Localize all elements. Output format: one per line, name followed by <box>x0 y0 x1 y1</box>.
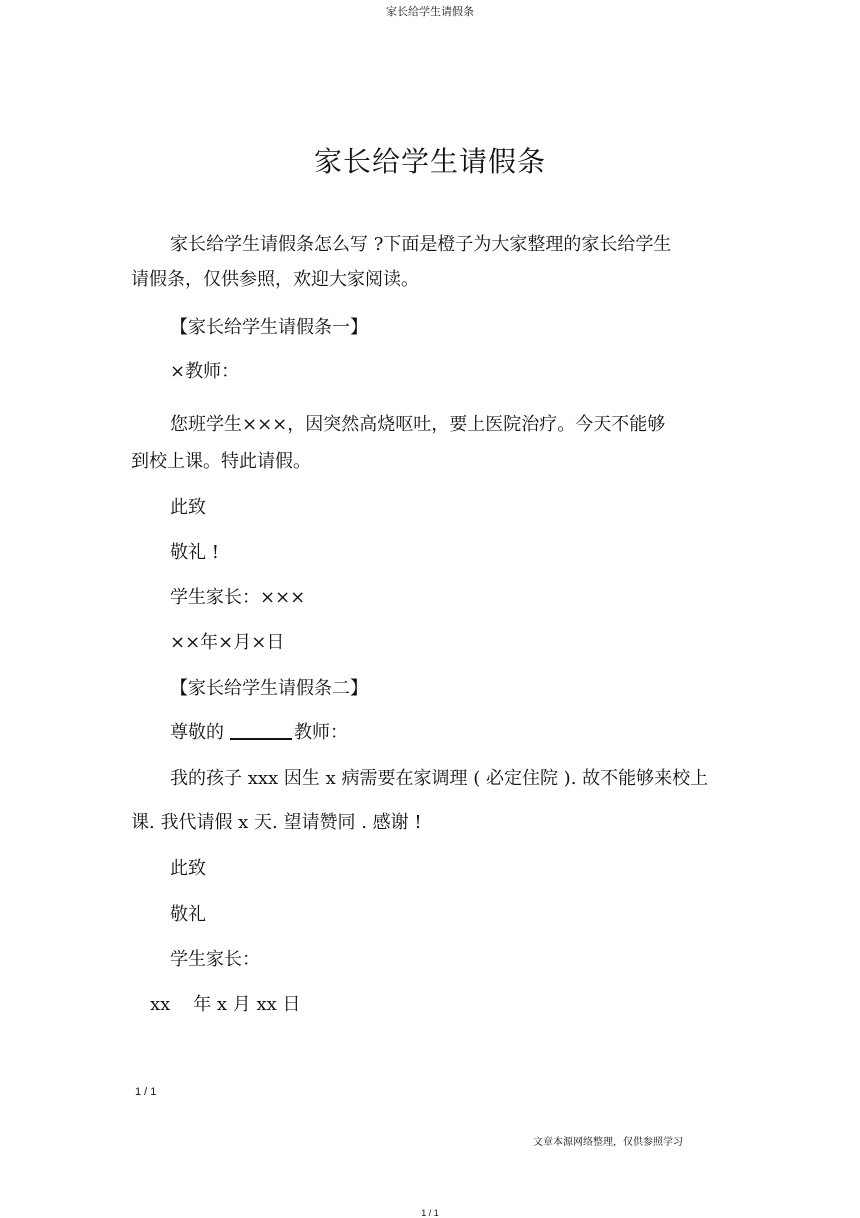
letter1-body-line-2: 到校上课。特此请假。 <box>131 451 311 472</box>
letter1-body-line-1: 您班学生×××，因突然高烧呕吐，要上医院治疗。今天不能够 <box>170 414 666 435</box>
teacher-name-blank <box>230 724 292 740</box>
letter2-closing-1: 此致 <box>170 858 206 879</box>
letter1-date: ××年×月×日 <box>170 632 285 653</box>
letter2-closing-2: 敬礼 <box>170 904 206 925</box>
document-title: 家长给学生请假条 <box>313 145 546 178</box>
letter2-body-line-2: 课. 我代请假 x 天. 望请赞同 . 感谢 ! <box>131 812 422 833</box>
letter2-body-line-1: 我的孩子 xxx 因生 x 病需要在家调理 ( 必定住院 ). 故不能够来校上 <box>170 768 709 789</box>
letter1-signature: 学生家长：××× <box>170 587 306 608</box>
letter1-heading: 【家长给学生请假条一】 <box>170 317 368 338</box>
page-number: 1 / 1 <box>135 1086 157 1098</box>
letter2-salutation-prefix: 尊敬的 <box>170 722 224 743</box>
source-note: 文章本源网络整理，仅供参照学习 <box>533 1137 683 1148</box>
intro-line-2: 请假条，仅供参照，欢迎大家阅读。 <box>131 269 419 290</box>
intro-line-1: 家长给学生请假条怎么写 ?下面是橙子为大家整理的家长给学生 <box>170 234 672 255</box>
letter1-closing-1: 此致 <box>170 497 206 518</box>
letter2-heading: 【家长给学生请假条二】 <box>170 678 368 699</box>
letter2-date: xx 年 x 月 xx 日 <box>150 994 301 1015</box>
letter2-signature: 学生家长： <box>170 949 260 970</box>
letter2-salutation <box>170 718 348 744</box>
letter2-salutation-suffix: 教师： <box>294 722 348 743</box>
letter1-closing-2: 敬礼 ! <box>170 542 219 563</box>
letter1-salutation: ×教师： <box>170 361 240 382</box>
running-header: 家长给学生请假条 <box>386 5 474 18</box>
footer-page-number: 1 / 1 <box>421 1208 439 1218</box>
